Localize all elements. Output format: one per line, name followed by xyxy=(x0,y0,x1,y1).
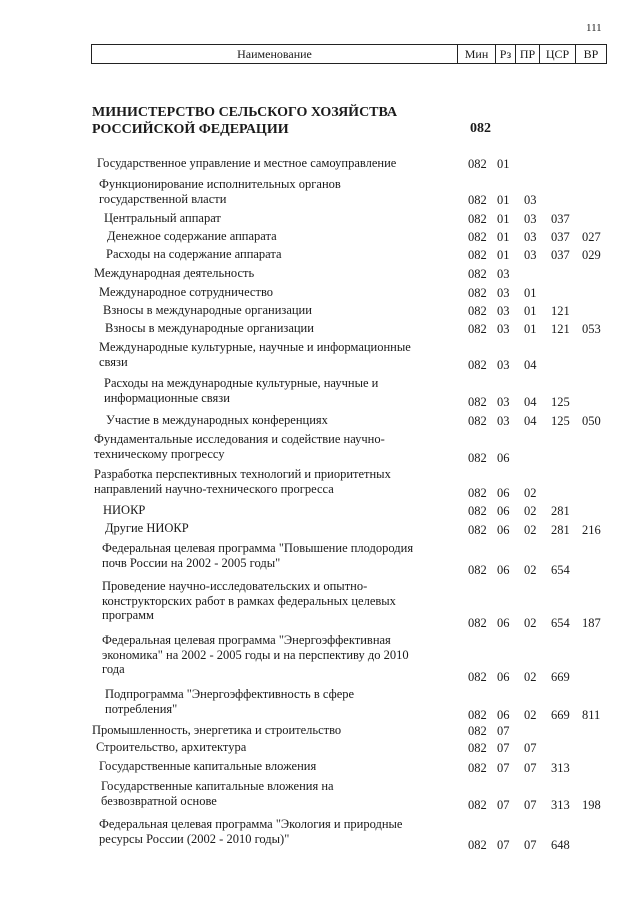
row-code-rz: 01 xyxy=(497,230,510,244)
row-code-csr: 648 xyxy=(551,838,570,852)
table-row xyxy=(0,321,640,336)
table-row xyxy=(0,247,640,262)
row-name-line: Участие в международных конференциях xyxy=(106,413,328,427)
row-code-min: 082 xyxy=(468,157,487,171)
row-code-min: 082 xyxy=(468,798,487,812)
table-row xyxy=(0,413,640,428)
row-code-pr: 02 xyxy=(524,486,537,500)
row-code-pr: 03 xyxy=(524,230,537,244)
row-name-line: Фундаментальные исследования и содействие научно- xyxy=(94,432,385,446)
row-code-rz: 03 xyxy=(497,267,510,281)
row-code-csr: 313 xyxy=(551,798,570,812)
row-code-min: 082 xyxy=(468,230,487,244)
row-code-pr: 07 xyxy=(524,741,537,755)
row-code-vr: 187 xyxy=(582,616,601,630)
row-name xyxy=(94,432,385,461)
table-row xyxy=(0,303,640,318)
row-code-rz: 06 xyxy=(497,616,510,630)
row-name xyxy=(104,211,221,226)
row-code-min: 082 xyxy=(468,504,487,518)
row-name-line: Федеральная целевая программа "Энергоэффективная xyxy=(102,633,391,647)
table-row xyxy=(0,432,640,465)
table-row xyxy=(0,521,640,537)
page-number: 111 xyxy=(586,22,602,34)
row-code-pr: 02 xyxy=(524,523,537,537)
row-code-min: 082 xyxy=(468,670,487,684)
row-code-pr: 07 xyxy=(524,838,537,852)
row-name-line: Государственное управление и местное самоуправление xyxy=(97,156,397,170)
row-name xyxy=(103,303,312,318)
row-name xyxy=(105,321,314,336)
row-code-min: 082 xyxy=(468,212,487,226)
table-row xyxy=(0,723,640,738)
row-code-vr: 027 xyxy=(582,230,601,244)
row-name-line: Международная деятельность xyxy=(94,266,255,280)
row-name-line: Международные культурные, научные и информационные xyxy=(99,340,411,354)
row-code-rz: 03 xyxy=(497,322,510,336)
row-code-rz: 06 xyxy=(497,504,510,518)
row-name xyxy=(102,541,413,570)
table-row xyxy=(0,177,640,207)
ministry-title-line2: РОССИЙСКОЙ ФЕДЕРАЦИИ xyxy=(92,122,289,137)
row-code-pr: 02 xyxy=(524,504,537,518)
table-row xyxy=(0,541,640,577)
header-rz: Рз xyxy=(495,45,515,63)
row-name-line: Взносы в международные организации xyxy=(105,321,314,335)
row-code-rz: 03 xyxy=(497,286,510,300)
row-code-rz: 07 xyxy=(497,724,510,738)
row-code-rz: 06 xyxy=(497,486,510,500)
row-code-min: 082 xyxy=(468,838,487,852)
row-code-rz: 01 xyxy=(497,157,510,171)
row-name-line: Другие НИОКР xyxy=(105,521,189,535)
row-name xyxy=(97,156,396,171)
row-code-min: 082 xyxy=(468,761,487,775)
table-row xyxy=(0,759,640,775)
row-name xyxy=(104,376,378,405)
header-csr: ЦСР xyxy=(539,45,575,63)
row-name xyxy=(99,285,273,300)
row-code-rz: 01 xyxy=(497,248,510,262)
row-code-min: 082 xyxy=(468,708,487,722)
row-code-min: 082 xyxy=(468,563,487,577)
row-code-min: 082 xyxy=(468,267,487,281)
row-name xyxy=(99,817,402,846)
table-row xyxy=(0,579,640,630)
row-name xyxy=(102,579,396,623)
row-code-vr: 029 xyxy=(582,248,601,262)
row-code-min: 082 xyxy=(468,724,487,738)
table-row xyxy=(0,817,640,852)
row-code-vr: 216 xyxy=(582,523,601,537)
row-code-pr: 01 xyxy=(524,286,537,300)
header-pr: ПР xyxy=(515,45,539,63)
table-row xyxy=(0,229,640,244)
row-name-line: информационные связи xyxy=(104,390,230,405)
row-name xyxy=(94,467,391,496)
row-code-csr: 313 xyxy=(551,761,570,775)
table-row xyxy=(0,340,640,372)
row-code-rz: 03 xyxy=(497,414,510,428)
row-name-line: НИОКР xyxy=(103,503,146,517)
row-name-line: направлений научно-технического прогресса xyxy=(94,481,334,496)
row-code-rz: 06 xyxy=(497,451,510,465)
table-row xyxy=(0,467,640,500)
row-code-rz: 06 xyxy=(497,670,510,684)
row-code-min: 082 xyxy=(468,248,487,262)
row-name xyxy=(101,779,334,808)
row-name-line: конструкторских работ в рамках федеральных целевых xyxy=(102,593,396,608)
row-name-line: Взносы в международные организации xyxy=(103,303,312,317)
row-name-line: Международное сотрудничество xyxy=(99,285,274,299)
row-name xyxy=(99,759,316,774)
row-name-line: Денежное содержание аппарата xyxy=(107,229,277,243)
table-row xyxy=(0,740,640,755)
row-name xyxy=(106,247,282,262)
row-code-pr: 02 xyxy=(524,563,537,577)
row-name-line: Государственные капитальные вложения xyxy=(99,759,317,773)
row-code-rz: 07 xyxy=(497,741,510,755)
row-code-csr: 654 xyxy=(551,563,570,577)
row-code-rz: 03 xyxy=(497,358,510,372)
row-code-min: 082 xyxy=(468,486,487,500)
row-name xyxy=(105,687,354,716)
row-code-rz: 03 xyxy=(497,304,510,318)
row-code-vr: 811 xyxy=(582,708,601,722)
row-code-csr: 037 xyxy=(551,212,570,226)
row-code-min: 082 xyxy=(468,523,487,537)
row-code-rz: 03 xyxy=(497,395,510,409)
row-code-csr: 281 xyxy=(551,504,570,518)
row-code-pr: 07 xyxy=(524,761,537,775)
row-code-min: 082 xyxy=(468,616,487,630)
row-name xyxy=(92,723,341,738)
row-name-line: безвозвратной основе xyxy=(101,793,217,808)
row-code-pr: 04 xyxy=(524,414,537,428)
row-code-pr: 03 xyxy=(524,193,537,207)
row-code-csr: 121 xyxy=(551,322,570,336)
table-row xyxy=(0,156,640,171)
row-name-line: Федеральная целевая программа "Экология и природные xyxy=(99,817,403,831)
row-name-line: Подпрограмма "Энергоэффективность в сфере xyxy=(105,687,355,701)
row-name xyxy=(105,521,189,536)
row-code-pr: 07 xyxy=(524,798,537,812)
row-name-line: Расходы на содержание аппарата xyxy=(106,247,282,261)
ministry-code: 082 xyxy=(470,121,491,136)
row-code-min: 082 xyxy=(468,741,487,755)
row-code-rz: 06 xyxy=(497,563,510,577)
row-code-vr: 053 xyxy=(582,322,601,336)
row-name-line: Государственные капитальные вложения на xyxy=(101,779,334,793)
header-min: Мин xyxy=(457,45,495,63)
row-name xyxy=(107,229,277,244)
row-code-pr: 04 xyxy=(524,395,537,409)
row-name-line: Строительство, архитектура xyxy=(96,740,247,754)
table-row xyxy=(0,211,640,226)
row-code-csr: 121 xyxy=(551,304,570,318)
row-code-pr: 03 xyxy=(524,248,537,262)
row-code-vr: 198 xyxy=(582,798,601,812)
row-code-rz: 07 xyxy=(497,761,510,775)
ministry-title-line1: МИНИСТЕРСТВО СЕЛЬСКОГО ХОЗЯЙСТВА xyxy=(92,105,398,120)
table-row xyxy=(0,687,640,722)
row-code-min: 082 xyxy=(468,451,487,465)
row-code-csr: 654 xyxy=(551,616,570,630)
row-code-rz: 06 xyxy=(497,523,510,537)
row-name-line: техническому прогрессу xyxy=(94,446,225,461)
row-code-rz: 07 xyxy=(497,838,510,852)
table-row xyxy=(0,285,640,300)
table-row xyxy=(0,633,640,684)
row-code-min: 082 xyxy=(468,358,487,372)
row-code-min: 082 xyxy=(468,322,487,336)
row-code-csr: 125 xyxy=(551,395,570,409)
row-name-line: года xyxy=(102,662,125,676)
row-code-vr: 050 xyxy=(582,414,601,428)
row-code-rz: 07 xyxy=(497,798,510,812)
ministry-title xyxy=(92,104,397,138)
row-code-rz: 01 xyxy=(497,193,510,207)
row-code-csr: 037 xyxy=(551,248,570,262)
row-name-line: Функционирование исполнительных органов xyxy=(99,177,341,191)
row-code-min: 082 xyxy=(468,286,487,300)
row-name-line: программ xyxy=(102,608,154,622)
row-name xyxy=(103,503,145,518)
row-name-line: Центральный аппарат xyxy=(104,211,221,225)
row-code-pr: 03 xyxy=(524,212,537,226)
row-code-pr: 02 xyxy=(524,670,537,684)
row-name-line: Федеральная целевая программа "Повышение плодородия xyxy=(102,541,414,555)
row-code-csr: 037 xyxy=(551,230,570,244)
row-name xyxy=(94,266,254,281)
row-code-rz: 01 xyxy=(497,212,510,226)
row-code-pr: 01 xyxy=(524,322,537,336)
header-vr: ВР xyxy=(575,45,606,63)
row-name xyxy=(96,740,246,755)
row-code-min: 082 xyxy=(468,395,487,409)
row-code-csr: 669 xyxy=(551,708,570,722)
row-code-pr: 02 xyxy=(524,708,537,722)
row-name-line: экономика" на 2002 - 2005 годы и на перспективу до 2010 xyxy=(102,647,409,662)
row-code-pr: 04 xyxy=(524,358,537,372)
table-row xyxy=(0,376,640,409)
row-code-rz: 06 xyxy=(497,708,510,722)
row-name xyxy=(99,177,341,206)
table-row xyxy=(0,266,640,281)
row-code-pr: 01 xyxy=(524,304,537,318)
row-name-line: Промышленность, энергетика и строительство xyxy=(92,723,342,737)
row-code-min: 082 xyxy=(468,414,487,428)
table-row xyxy=(0,503,640,518)
row-code-csr: 669 xyxy=(551,670,570,684)
row-name-line: Разработка перспективных технологий и приоритетных xyxy=(94,467,391,481)
row-name-line: связи xyxy=(99,354,128,369)
row-code-min: 082 xyxy=(468,304,487,318)
header-name: Наименование xyxy=(237,46,312,61)
row-name xyxy=(99,340,411,369)
table-header xyxy=(91,44,607,64)
row-name xyxy=(102,633,409,677)
row-name-line: потребления" xyxy=(105,701,178,716)
row-name-line: Проведение научно-исследовательских и опытно- xyxy=(102,579,368,593)
row-code-min: 082 xyxy=(468,193,487,207)
row-name-line: почв России на 2002 - 2005 годы" xyxy=(102,555,281,570)
row-name-line: ресурсы России (2002 - 2010 годы)" xyxy=(99,831,290,846)
row-name-line: государственной власти xyxy=(99,191,227,206)
row-name-line: Расходы на международные культурные, научные и xyxy=(104,376,379,390)
table-row xyxy=(0,779,640,812)
row-name xyxy=(106,413,328,428)
row-code-csr: 125 xyxy=(551,414,570,428)
row-code-pr: 02 xyxy=(524,616,537,630)
row-code-csr: 281 xyxy=(551,523,570,537)
